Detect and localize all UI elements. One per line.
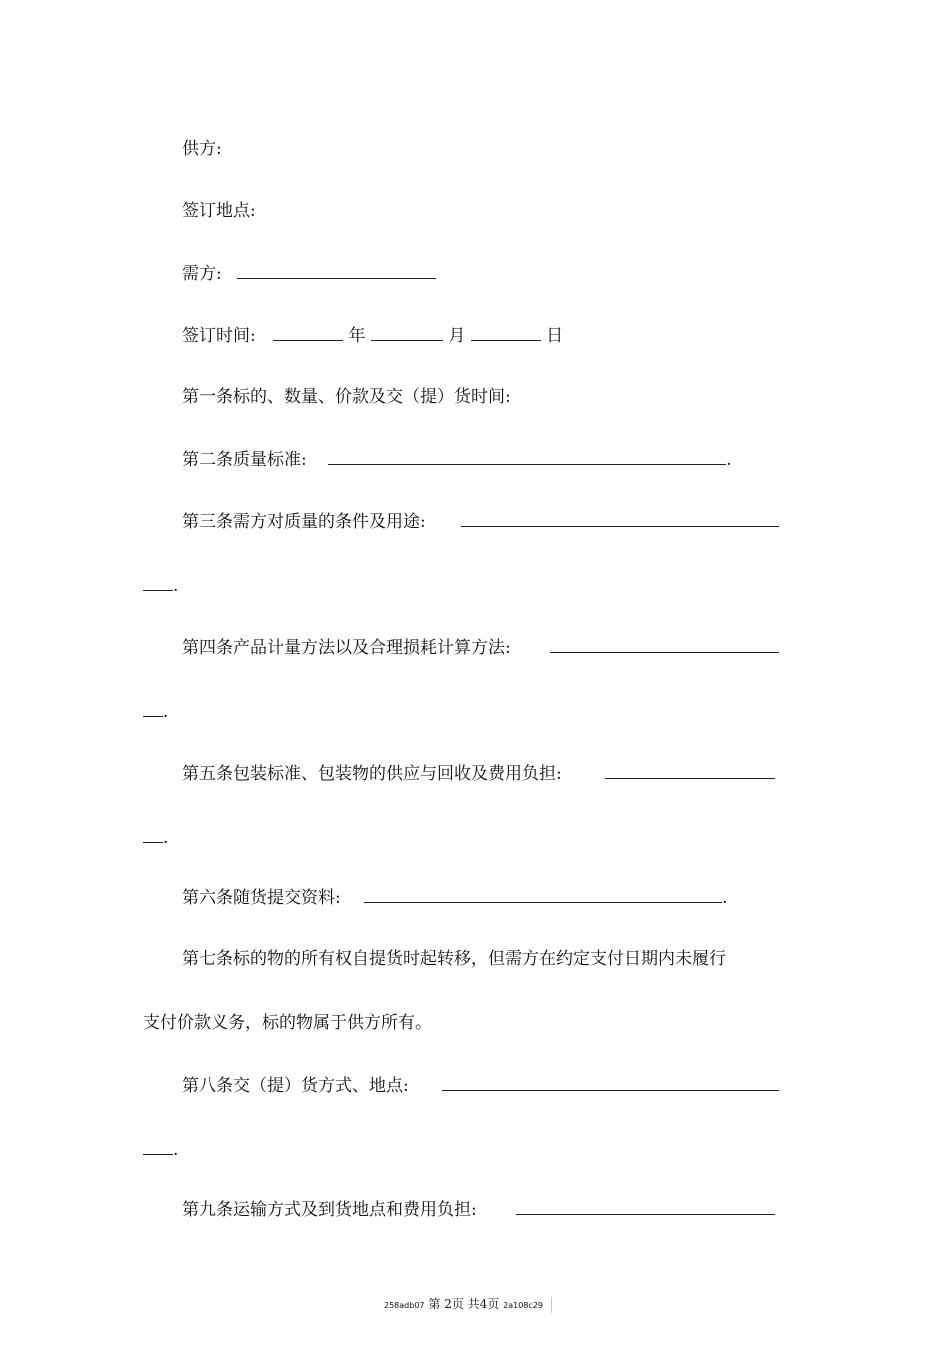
article-4-period: .: [163, 702, 169, 722]
article-3: [182, 510, 779, 533]
article-3-period: .: [173, 576, 179, 596]
article-8-blank-cont[interactable]: [143, 1138, 173, 1155]
article-3-blank-cont[interactable]: [143, 574, 173, 591]
article-1-text: 第一条标的、数量、价款及交（提）货时间:: [182, 387, 511, 407]
article-4-blank-cont[interactable]: [143, 700, 163, 717]
footer-total-number: 4: [479, 1297, 488, 1311]
month-text: 月: [448, 326, 466, 346]
article-5-period: .: [163, 828, 169, 848]
article-6: [182, 886, 728, 909]
article-9-text: 第九条运输方式及到货地点和费用负担:: [182, 1200, 477, 1220]
article-7-line-1: [182, 948, 726, 970]
article-9-blank[interactable]: [516, 1198, 775, 1215]
article-7-line-2: [143, 1012, 432, 1034]
article-1: [182, 386, 511, 408]
footer-separator: [551, 1297, 552, 1313]
article-2: [182, 448, 732, 471]
day-blank[interactable]: [471, 324, 541, 341]
article-2-period: .: [726, 450, 732, 470]
article-8-text: 第八条交（提）货方式、地点:: [182, 1076, 409, 1096]
article-4-text: 第四条产品计量方法以及合理损耗计算方法:: [182, 638, 511, 658]
article-5-blank-cont[interactable]: [143, 826, 163, 843]
buyer-row: [182, 262, 436, 285]
article-6-text: 第六条随货提交资料:: [182, 888, 341, 908]
article-8-period: .: [173, 1140, 179, 1160]
article-4-blank[interactable]: [550, 636, 779, 653]
article-5-blank[interactable]: [605, 762, 775, 779]
article-5: [182, 762, 775, 785]
supplier-label: [182, 138, 222, 160]
footer-left-code: 258adb07: [384, 1301, 425, 1310]
footer-total-prefix: 共: [467, 1297, 480, 1311]
article-8-continuation: [143, 1138, 178, 1161]
article-2-blank[interactable]: [328, 448, 726, 465]
footer-total-suffix: 页: [487, 1297, 500, 1311]
year-blank[interactable]: [273, 324, 343, 341]
supplier-text: 供方:: [182, 139, 222, 159]
day-text: 日: [546, 326, 564, 346]
year-text: 年: [348, 326, 366, 346]
footer-page-suffix: 页: [451, 1297, 464, 1311]
article-3-text: 第三条需方对质量的条件及用途:: [182, 512, 426, 532]
article-4-continuation: [143, 700, 168, 723]
sign-place-label: [182, 200, 256, 222]
article-8-blank[interactable]: [442, 1074, 779, 1091]
article-5-text: 第五条包装标准、包装物的供应与回收及费用负担:: [182, 764, 562, 784]
sign-time-text: 签订时间:: [182, 326, 256, 346]
article-4: [182, 636, 779, 659]
footer-right-code: 2a108c29: [503, 1301, 544, 1310]
month-blank[interactable]: [371, 324, 443, 341]
article-5-continuation: [143, 826, 168, 849]
article-2-text: 第二条质量标准:: [182, 450, 307, 470]
article-6-period: .: [722, 888, 728, 908]
article-7-text-1: 第七条标的物的所有权自提货时起转移，但需方在约定支付日期内未履行: [182, 949, 726, 969]
article-8: [182, 1074, 779, 1097]
article-9: [182, 1198, 775, 1221]
sign-time-row: [182, 324, 563, 347]
footer-page-number: 2: [444, 1297, 452, 1311]
article-3-blank[interactable]: [461, 510, 779, 527]
article-7-text-2: 支付价款义务，标的物属于供方所有。: [143, 1013, 432, 1033]
footer-page-prefix: 第: [428, 1297, 441, 1311]
buyer-blank[interactable]: [237, 262, 436, 279]
page-footer: [384, 1295, 556, 1313]
buyer-text: 需方:: [182, 264, 222, 284]
article-3-continuation: [143, 574, 178, 597]
article-6-blank[interactable]: [364, 886, 722, 903]
sign-place-text: 签订地点:: [182, 201, 256, 221]
